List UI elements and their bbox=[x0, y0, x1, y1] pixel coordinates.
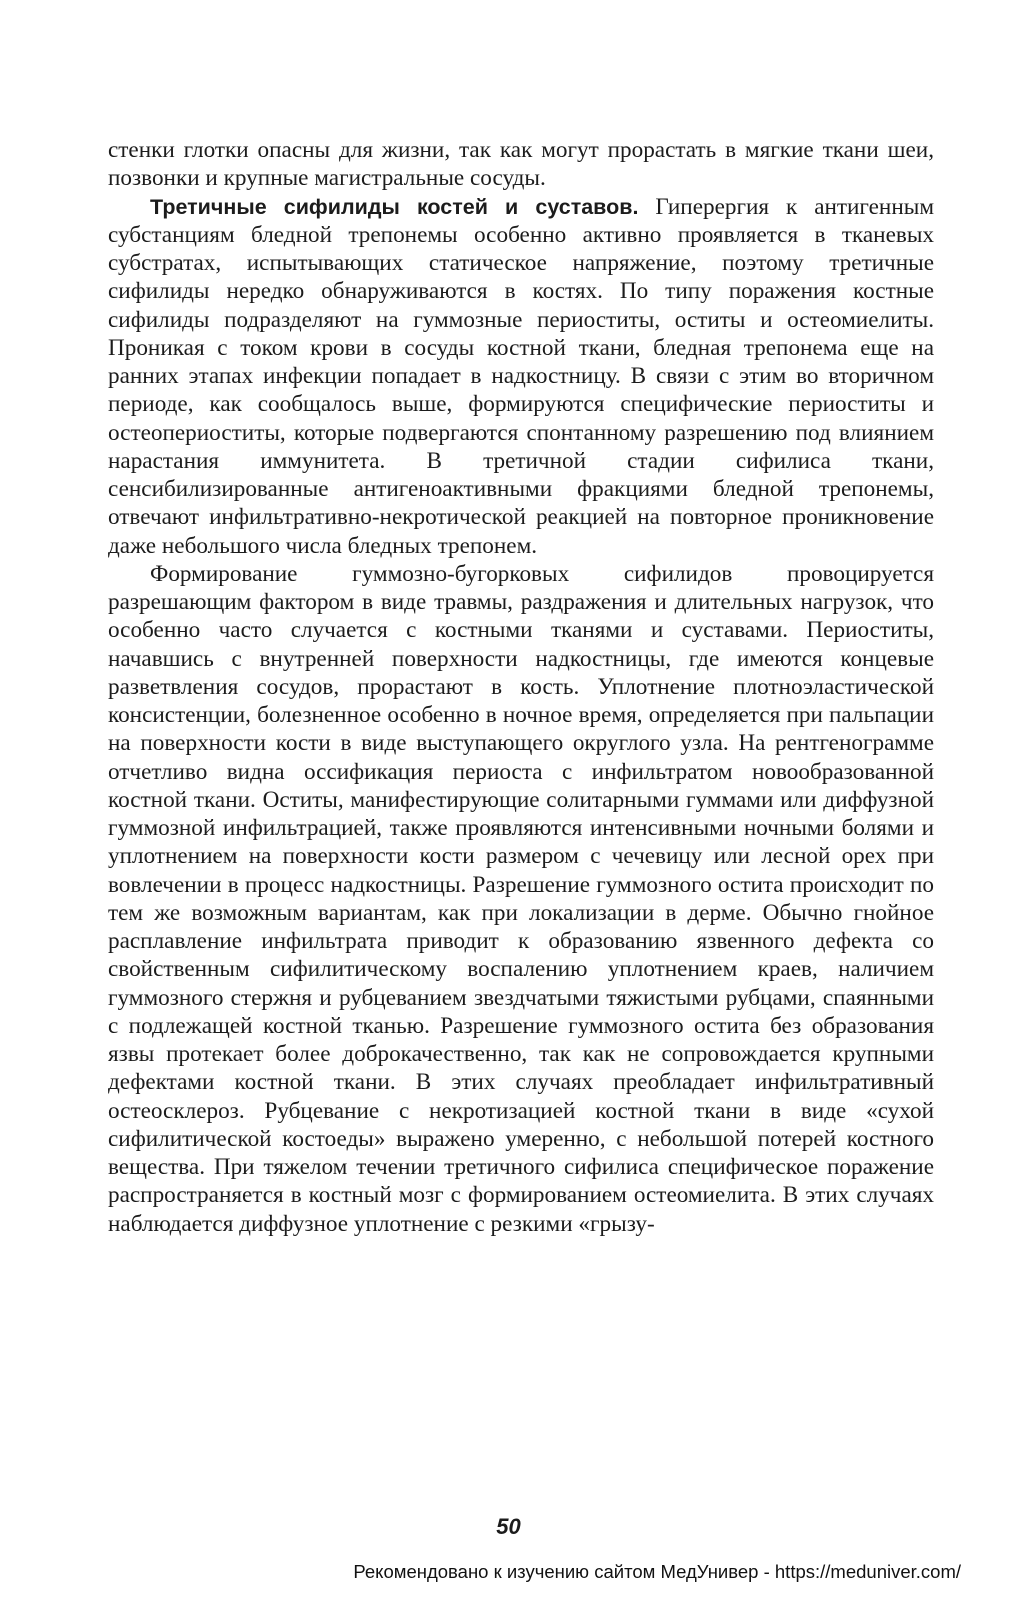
footer-recommendation: Рекомендовано к изучению сайтом МедУнивер - https://meduniver.com/ bbox=[353, 1561, 961, 1582]
paragraph-bone-syphilides-text: Гиперергия к антигенным субстанциям бледной трепонемы особенно активно проявляется в тканевых субстратах, испытывающих статическое напряжение, поэтому третичные сифилиды нередко обнаруживаются в костях. По типу поражения костные сифилиды подразделяют на гуммозные периоститы, оститы и остеомиелиты. Проникая с током крови в сосуды костной ткани, бледная трепонема еще на ранних этапах инфекции попадает в надкостницу. В связи с этим во вторичном периоде, как сообщалось выше, формируются специфические периоститы и остеопериоститы, которые подвергаются спонтанному разрешению под влиянием нарастания иммунитета. В третичной стадии сифилиса ткани, сенсибилизированные антигеноактивными фракциями бледной трепонемы, отвечают инфильтративно-некротической реакцией на повторное проникновение даже небольшого числа бледных трепонем. bbox=[108, 193, 935, 559]
paragraph-gumma-formation-text: Формирование гуммозно-бугорковых сифилидов провоцируется разрешающим фактором в виде травмы, раздражения и длительных нагрузок, что особенно часто случается с костными тканями и суставами. Периоститы, начавшись с внутренней поверхности надкостницы, где имеются концевые разветвления сосудов, прорастают в кость. Уплотнение плотноэластической консистенции, болезненное особенно в ночное время, определяется при пальпации на поверхности кости в виде выступающего округлого узла. На рентгенограмме отчетливо видна оссификация периоста с инфильтратом новообразованной костной ткани. Оститы, манифестирующие солитарными гуммами или диффузной гуммозной инфильтрацией, также проявляются интенсивными ночными болями и уплотнением на поверхности кости размером с чечевицу или лесной орех при вовлечении в процесс надкостницы. Разрешение гуммозного остита происходит по тем же возможным вариантам, как при локализации в дерме. Обычно гнойное расплавление инфильтрата приводит к образованию язвенного дефекта со свойственным сифилитическому воспалению уплотнением краев, наличием гуммозного стержня и рубцеванием звездчатыми тяжистыми рубцами, спаянными с подлежащей костной тканью. Разрешение гуммозного остита без образования язвы протекает более доброкачественно, так как не сопровождается крупными дефектами костной ткани. В этих случаях преобладает инфильтративный остеосклероз. Рубцевание с некротизацией костной ткани в виде «сухой сифилитической костоеды» выражено умеренно, с небольшой потерей костного вещества. При тяжелом течении третичного сифилиса специфическое поражение распространяется в костный мозг с формированием остеомиелита. В этих случаях наблюдается диффузное уплотнение с резкими «грызу- bbox=[108, 560, 934, 1237]
section-heading-inline: Третичные сифилиды костей и суставов. bbox=[150, 194, 639, 219]
paragraph-bone-syphilides bbox=[108, 193, 934, 560]
paragraph-continuation-text: стенки глотки опасны для жизни, так как могут прорастать в мягкие ткани шеи, позвонки и крупные магистральные сосуды. bbox=[108, 137, 934, 192]
page-number: 50 bbox=[496, 1514, 521, 1539]
page-body bbox=[108, 136, 934, 1238]
paragraph-continuation bbox=[108, 136, 934, 193]
paragraph-gumma-formation bbox=[108, 560, 934, 1238]
